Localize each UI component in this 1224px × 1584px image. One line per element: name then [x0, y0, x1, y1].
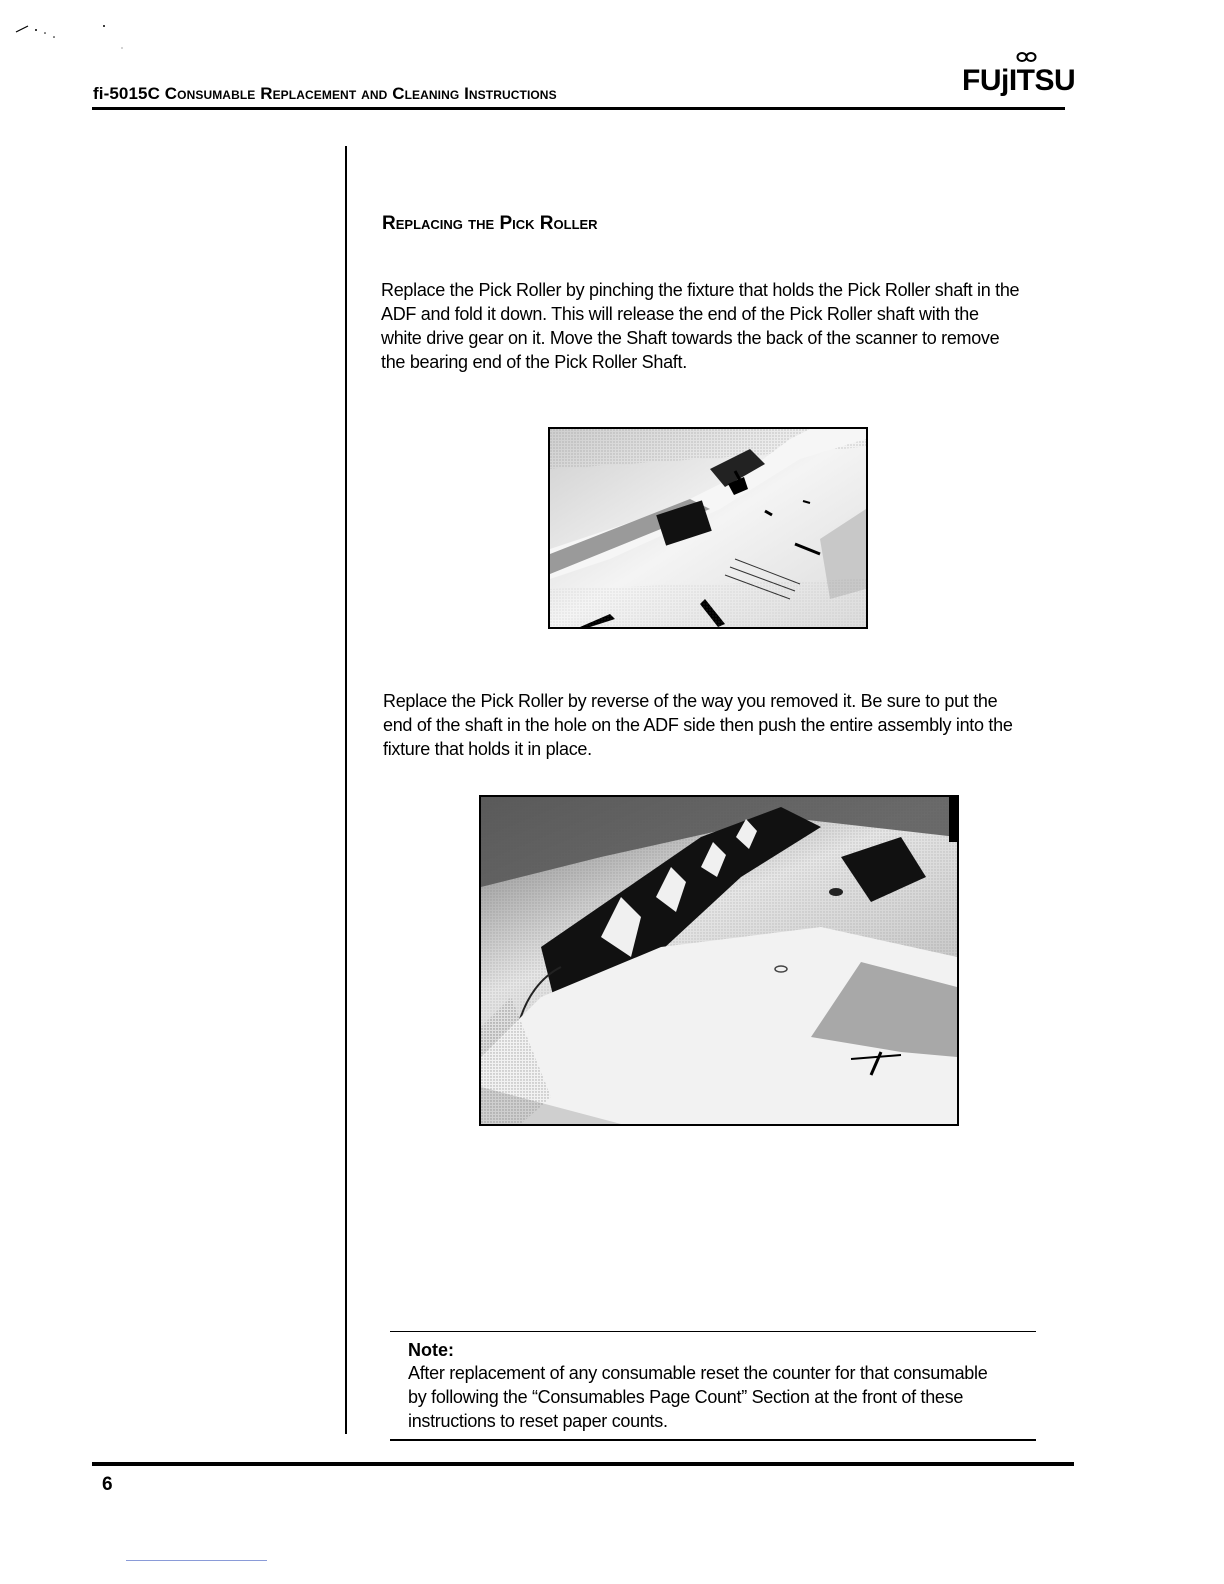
page-number: 6 — [102, 1474, 113, 1495]
pick-roller-removal-image — [550, 429, 866, 627]
fujitsu-logo — [962, 50, 1076, 100]
note-bottom-rule — [390, 1439, 1036, 1441]
logo-infinity-icon — [1016, 50, 1038, 64]
document-header-title — [93, 84, 557, 104]
removal-instructions: Replace the Pick Roller by pinching the fixture that holds the Pick Roller shaft in the ADF and fold it down. This will release the end of the Pick Roller shaft with the white drive gear on it. Move the Shaft towards the back of the scanner to remove the bearing end of the Pick Roller Shaft. — [381, 280, 1020, 372]
installation-instructions: Replace the Pick Roller by reverse of the way you removed it. Be sure to put the end of the shaft in the hole on the ADF side then push the entire assembly into the fixture that holds it in place. — [383, 691, 1013, 759]
pick-roller-install-photo — [479, 795, 959, 1126]
logo-wordmark: FUjITSU — [962, 64, 1076, 97]
section-heading: Replacing the Pick Roller — [382, 213, 598, 234]
note-top-rule — [390, 1331, 1036, 1332]
header-subtitle: Consumable Replacement and Cleaning Instructions — [164, 84, 557, 103]
pick-roller-install-image — [481, 797, 957, 1124]
header-rule — [92, 107, 1065, 110]
bottom-artifact-line — [126, 1560, 267, 1561]
pick-roller-removal-photo — [548, 427, 868, 629]
footer-rule — [92, 1462, 1074, 1466]
left-margin-rule — [345, 146, 347, 1434]
scan-specks — [12, 18, 132, 58]
note-text: After replacement of any consumable reset the counter for that consumable by following the “Consumables Page Count” Section at the front of these instructions to reset paper counts. — [408, 1363, 988, 1431]
header-model: fi-5015C — [93, 84, 165, 103]
note-label: Note: — [408, 1340, 454, 1360]
